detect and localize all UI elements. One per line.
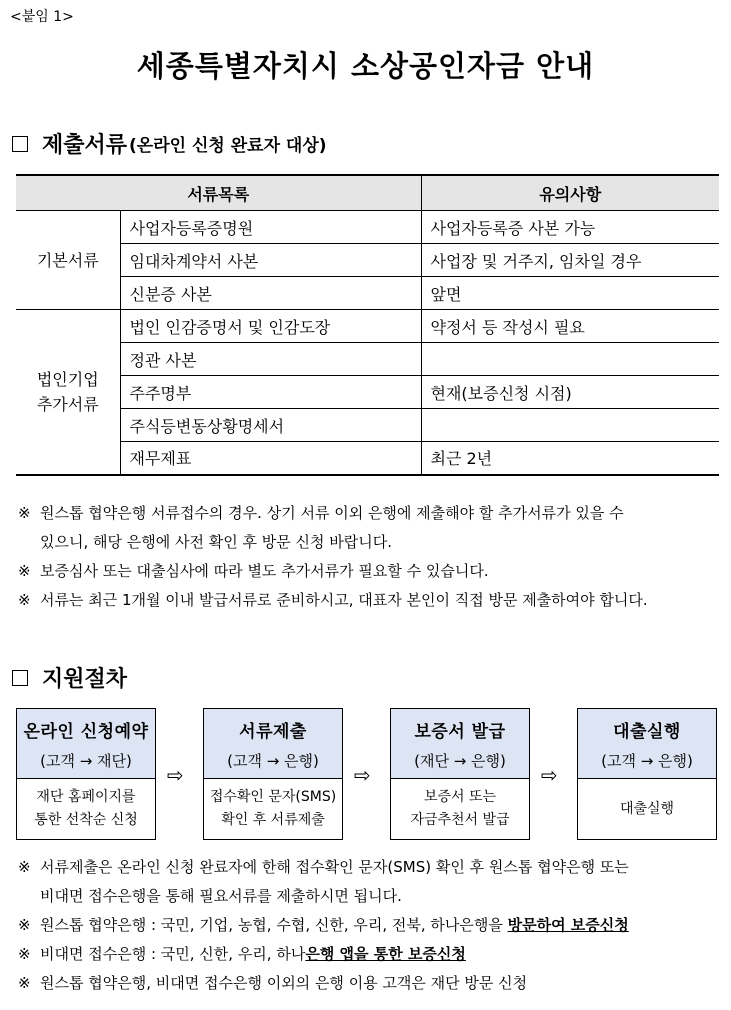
note-item: ※ 원스톱 협약은행 서류접수의 경우. 상기 서류 이외 은행에 제출해야 할 추가서류가 있을 수 [18,504,624,522]
note-item: ※ 서류제출은 온라인 신청 완료자에 한해 접수확인 문자(SMS) 확인 후 원스톱 협약은행 또는 [18,858,629,876]
section-procedure-title: 지원절차 [42,667,128,692]
doc-cell: 신분증 사본 [120,277,421,310]
step-flow: (고객 → 은행) [601,752,693,770]
doc-cell: 주식등변동상황명세서 [120,409,421,442]
table-row [16,310,719,343]
doc-cell: 주주명부 [120,376,421,409]
step-description: 보증서 또는 자금추천서 발급 [410,789,510,828]
doc-cell: 법인 인감증명서 및 인감도장 [120,310,421,343]
note-item: ※ 서류는 최근 1개월 이내 발급서류로 준비하시고, 대표자 본인이 직접 방문 제출하여야 합니다. [18,591,648,609]
procedure-notes [18,853,724,998]
doc-cell: 임대차계약서 사본 [120,244,421,277]
documents-notes [18,499,724,615]
section-documents-header [12,128,327,159]
step-title: 대출실행 [613,722,681,742]
table-row [16,244,719,277]
note-cell [421,343,719,376]
note-cell: 현재(보증신청 시점) [421,376,719,409]
note-cell: 사업자등록증 사본 가능 [421,211,719,244]
attachment-label: <붙임 1> [10,9,74,25]
note-item: ※ 원스톱 협약은행, 비대면 접수은행 이외의 은행 이용 고객은 재단 방문 신청 [18,974,528,992]
table-row [16,211,719,244]
checkbox-square-icon [12,136,28,152]
note-item: ※ 원스톱 협약은행 : 국민, 기업, 농협, 수협, 신한, 우리, 전북, 하나은행을 방문하여 보증신청 [18,916,629,934]
step-box-online-reservation [16,708,156,840]
note-item-continuation: 비대면 접수은행을 통해 필요서류를 제출하시면 됩니다. [40,887,402,905]
note-cell [421,409,719,442]
note-item: ※ 비대면 접수은행 : 국민, 신한, 우리, 하나은행 앱을 통한 보증신청 [18,945,466,963]
documents-table [16,174,719,476]
step-flow: (고객 → 재단) [40,752,132,770]
table-header-row [16,175,719,211]
doc-cell: 재무제표 [120,442,421,475]
step-flow: (재단 → 은행) [414,752,506,770]
note-item: ※ 보증심사 또는 대출심사에 따라 별도 추가서류가 필요할 수 있습니다. [18,562,489,580]
step-box-guarantee-issue [390,708,530,840]
step-description: 접수확인 문자(SMS) 확인 후 서류제출 [209,789,337,828]
step-title: 보증서 발급 [414,722,506,742]
note-cell: 약정서 등 작성시 필요 [421,310,719,343]
step-box-loan-execution [577,708,717,840]
section-documents-title: 제출서류 [42,133,128,158]
step-description: 재단 홈페이지를 통한 선착순 신청 [34,789,138,828]
step-box-document-submission [203,708,343,840]
category-corporate: 법인기업 추가서류 [16,310,120,475]
table-row [16,442,719,475]
note-cell: 사업장 및 거주지, 임차일 경우 [421,244,719,277]
right-arrow-icon: ⇨ [541,763,558,787]
header-notes: 유의사항 [421,175,719,211]
step-title: 온라인 신청예약 [23,722,149,742]
step-title: 서류제출 [239,722,307,742]
note-item-continuation: 있으니, 해당 은행에 사전 확인 후 방문 신청 바랍니다. [40,533,392,551]
section-documents-subtitle: (온라인 신청 완료자 대상) [129,136,327,156]
section-procedure-header [12,662,127,693]
note-cell: 최근 2년 [421,442,719,475]
checkbox-square-icon [12,670,28,686]
table-row [16,277,719,310]
table-row [16,343,719,376]
right-arrow-icon: ⇨ [354,763,371,787]
header-doc-list: 서류목록 [16,175,421,211]
page-title: 세종특별자치시 소상공인자금 안내 [136,49,595,83]
table-row [16,409,719,442]
doc-cell: 정관 사본 [120,343,421,376]
note-cell: 앞면 [421,277,719,310]
doc-cell: 사업자등록증명원 [120,211,421,244]
step-flow: (고객 → 은행) [227,752,319,770]
step-description: 대출실행 [619,800,675,817]
category-basic: 기본서류 [16,211,120,310]
right-arrow-icon: ⇨ [167,763,184,787]
table-row [16,376,719,409]
